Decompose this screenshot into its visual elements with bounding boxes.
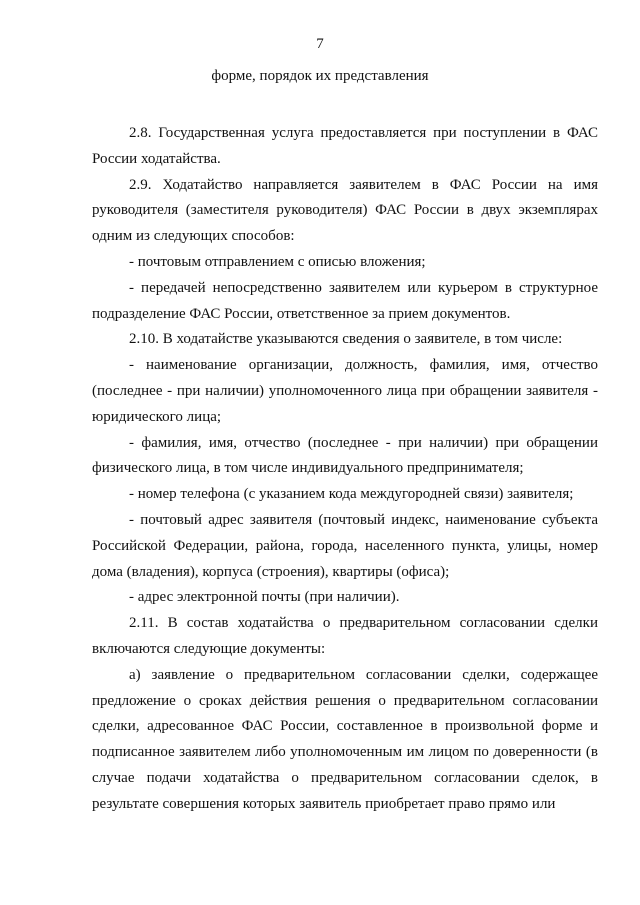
list-item-courier: - передачей непосредственно заявителем или курьером в структурное подразделение ФАС России, ответственное за прием документов. — [92, 279, 598, 322]
paragraph-2-10: 2.10. В ходатайстве указываются сведения о заявителе, в том числе: — [129, 331, 563, 348]
paragraph-2-9: 2.9. Ходатайство направляется заявителем в ФАС России на имя руководителя (заместителя руководителя) ФАС России в двух экземплярах одним из следующих способов: — [92, 176, 598, 245]
page-number: 7 — [316, 36, 324, 52]
list-item-postal: - почтовым отправлением с описью вложения; — [129, 253, 426, 270]
list-item-postal-address: - почтовый адрес заявителя (почтовый индекс, наименование субъекта Российской Федерации, района, города, населенного пункта, улицы, номер дома (владения), корпуса (строения), квартиры (офиса); — [92, 511, 598, 580]
continuation-line: форме, порядок их представления — [211, 68, 429, 84]
list-item-organization: - наименование организации, должность, фамилия, имя, отчество (последнее - при наличии) уполномоченного лица при обращении заявителя - юридического лица; — [92, 357, 598, 425]
document-body — [92, 121, 598, 818]
list-item-application: а) заявление о предварительном согласовании сделки, содержащее предложение о сроках действия решения о предварительном согласовании сделки, адресованное ФАС России, составленное в произвольной форме и подписанное заявителем либо уполномоченным им лицом по доверенности (в случае подачи ходатайства о предварительном согласовании сделок, в результате совершения которых заявитель приобретает право прямо или — [92, 666, 598, 812]
list-item-phone: - номер телефона (с указанием кода междугородней связи) заявителя; — [129, 486, 574, 503]
paragraph-2-8: 2.8. Государственная услуга предоставляется при поступлении в ФАС России ходатайства. — [92, 125, 598, 167]
list-item-email: - адрес электронной почты (при наличии). — [129, 589, 400, 606]
paragraph-2-11: 2.11. В состав ходатайства о предварительном согласовании сделки включаются следующие документы: — [92, 615, 598, 657]
list-item-individual: - фамилия, имя, отчество (последнее - при наличии) при обращении физического лица, в том числе индивидуального предпринимателя; — [92, 434, 598, 477]
